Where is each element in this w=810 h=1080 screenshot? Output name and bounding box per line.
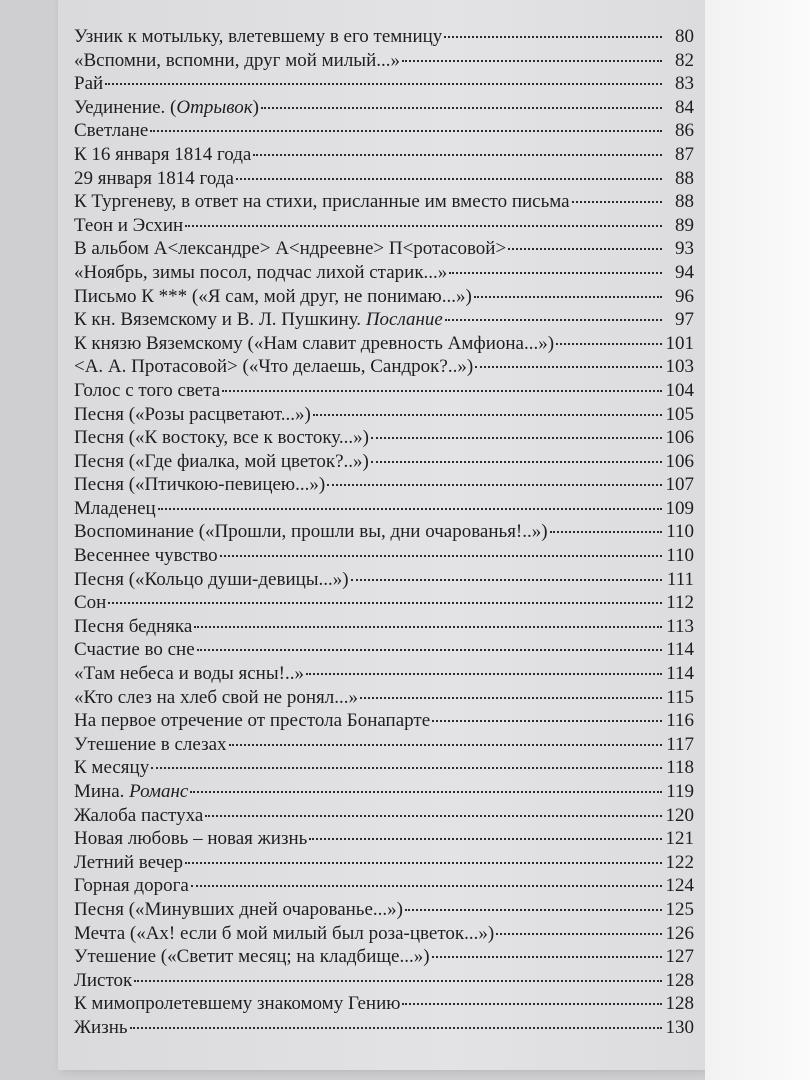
toc-entry-title-text: К кн. Вяземскому и В. Л. Пушкину. xyxy=(74,309,366,331)
toc-entry-page-number: 88 xyxy=(675,191,694,213)
toc-entry-title-text: Песня («Где фиалка, мой цветок?..») xyxy=(74,450,369,472)
toc-entry-title-text: «Ноябрь, зимы посол, подчас лихой старик...» xyxy=(74,261,448,283)
toc-entry-title xyxy=(74,96,259,120)
toc-entry-title xyxy=(74,709,430,733)
toc-entry-page-number: 125 xyxy=(665,898,694,920)
dot-leader xyxy=(105,83,662,85)
toc-entry xyxy=(74,379,694,403)
toc-entry-title xyxy=(74,945,430,969)
dot-leader xyxy=(191,885,662,887)
toc-entry-title xyxy=(74,827,307,851)
toc-entry-page-number: 94 xyxy=(675,261,694,283)
dot-leader xyxy=(130,1027,662,1029)
toc-entry-title-text: Новая любовь – новая жизнь xyxy=(74,828,308,850)
toc-entry-title xyxy=(74,190,570,214)
toc-entry xyxy=(74,568,694,592)
toc-entry-page-number: 130 xyxy=(665,1016,694,1038)
toc-entry-title xyxy=(74,261,447,285)
toc-entry xyxy=(74,969,694,993)
table-of-contents xyxy=(74,25,694,1040)
toc-entry-title xyxy=(74,544,218,568)
toc-entry xyxy=(74,403,694,427)
toc-entry-title xyxy=(74,898,403,922)
toc-entry-title xyxy=(74,332,554,356)
toc-entry-title xyxy=(74,638,195,662)
toc-entry-title xyxy=(74,308,443,332)
dot-leader xyxy=(402,1003,662,1005)
toc-entry-title xyxy=(74,72,103,96)
toc-entry-title-text: Весеннее чувство xyxy=(74,545,218,567)
toc-entry-page-number: 124 xyxy=(665,875,694,897)
toc-entry-title-text: Жизнь xyxy=(74,1016,128,1038)
toc-entry-title xyxy=(74,25,442,49)
dot-leader xyxy=(313,414,662,416)
toc-entry-title xyxy=(74,615,192,639)
dot-leader xyxy=(556,343,662,345)
toc-entry xyxy=(74,497,694,521)
toc-entry-title-text: Теон и Эсхин xyxy=(74,214,184,236)
toc-entry-title xyxy=(74,450,369,474)
toc-entry-title xyxy=(74,851,183,875)
toc-entry-title-text: Рай xyxy=(74,73,104,95)
toc-entry xyxy=(74,874,694,898)
toc-entry xyxy=(74,96,694,120)
dot-leader xyxy=(150,130,662,132)
dot-leader xyxy=(445,319,662,321)
toc-entry-title xyxy=(74,686,358,710)
toc-entry-page-number: 122 xyxy=(665,851,694,873)
toc-entry-title-text: Светлане xyxy=(74,120,149,142)
dot-leader xyxy=(158,508,662,510)
dot-leader xyxy=(572,201,662,203)
toc-entry-page-number: 128 xyxy=(665,969,694,991)
toc-entry-page-number: 117 xyxy=(666,733,694,755)
toc-entry-title-text: Младенец xyxy=(74,497,156,519)
toc-entry xyxy=(74,520,694,544)
toc-entry-page-number: 128 xyxy=(665,993,694,1015)
toc-entry xyxy=(74,450,694,474)
toc-entry-page-number: 110 xyxy=(666,545,694,567)
toc-entry xyxy=(74,662,694,686)
toc-entry-page-number: 89 xyxy=(675,214,694,236)
toc-entry xyxy=(74,992,694,1016)
toc-entry-title xyxy=(74,733,227,757)
dot-leader xyxy=(194,626,662,628)
toc-entry-title-text: «Кто слез на хлеб свой не ронял...» xyxy=(74,686,358,708)
toc-entry xyxy=(74,945,694,969)
toc-entry-title-text: Сон xyxy=(74,592,107,614)
dot-leader xyxy=(134,980,662,982)
toc-entry-title-italic: Послание xyxy=(365,309,443,331)
toc-entry-page-number: 113 xyxy=(666,615,694,637)
toc-entry-page-number: 96 xyxy=(675,285,694,307)
toc-entry-title xyxy=(74,591,106,615)
toc-entry-title xyxy=(74,804,203,828)
toc-entry-title xyxy=(74,568,349,592)
dot-leader xyxy=(371,461,662,463)
toc-entry-title xyxy=(74,520,548,544)
dot-leader xyxy=(185,862,662,864)
toc-entry-title-text: Летний вечер xyxy=(74,851,184,873)
toc-entry-title-text: Песня («К востоку, все к востоку...») xyxy=(74,427,369,449)
toc-entry-title-italic: Романс xyxy=(129,781,189,802)
dot-leader xyxy=(253,154,662,156)
toc-entry-page-number: 119 xyxy=(666,781,694,802)
dot-leader xyxy=(222,390,662,392)
dot-leader xyxy=(261,107,662,109)
dot-leader xyxy=(185,225,662,227)
toc-entry xyxy=(74,733,694,757)
dot-leader xyxy=(474,296,662,298)
toc-entry-title xyxy=(74,473,325,497)
toc-entry-title xyxy=(74,355,473,379)
toc-entry-page-number: 126 xyxy=(665,922,694,944)
toc-entry xyxy=(74,1016,694,1040)
toc-entry xyxy=(74,591,694,615)
toc-entry xyxy=(74,780,694,804)
toc-entry-title xyxy=(74,167,234,191)
toc-entry-page-number: 80 xyxy=(675,26,694,47)
toc-entry-title xyxy=(74,49,400,73)
toc-entry xyxy=(74,686,694,710)
toc-entry-page-number: 82 xyxy=(675,49,694,71)
toc-entry-title-text: Уединение. ( xyxy=(74,96,177,118)
toc-entry-title-tail: ) xyxy=(252,96,259,118)
toc-entry-page-number: 93 xyxy=(675,238,694,260)
toc-entry-title-text: Жалоба пастуха xyxy=(74,804,204,826)
toc-entry-title-text: «Там небеса и воды ясны!..» xyxy=(74,663,304,685)
toc-entry-title xyxy=(74,143,251,167)
toc-entry-title-italic: Отрывок xyxy=(176,96,253,118)
toc-entry-page-number: 106 xyxy=(665,427,694,449)
dot-leader xyxy=(351,579,662,581)
toc-entry xyxy=(74,49,694,73)
dot-leader xyxy=(190,791,662,793)
toc-entry-title-text: Письмо К *** («Я сам, мой друг, не понимаю...») xyxy=(74,285,472,307)
toc-entry xyxy=(74,261,694,285)
toc-entry-title xyxy=(74,119,148,143)
toc-entry-title xyxy=(74,426,369,450)
dot-leader xyxy=(444,36,662,38)
toc-entry xyxy=(74,237,694,261)
dot-leader xyxy=(306,673,662,675)
toc-entry xyxy=(74,332,694,356)
dot-leader xyxy=(205,815,662,817)
toc-entry-title-text: К 16 января 1814 года xyxy=(74,143,252,165)
toc-entry-title-text: К месяцу xyxy=(74,757,150,779)
toc-entry-page-number: 106 xyxy=(665,450,694,472)
toc-entry xyxy=(74,638,694,662)
toc-entry-page-number: 88 xyxy=(675,167,694,189)
toc-entry xyxy=(74,143,694,167)
toc-entry xyxy=(74,615,694,639)
toc-entry-title xyxy=(74,969,132,993)
toc-entry-title-text: Воспоминание («Прошли, прошли вы, дни очарованья!..») xyxy=(74,521,548,543)
dot-leader xyxy=(508,248,662,250)
toc-entry-title-text: В альбом А<лександре> А<ндреевне> П<ротасовой> xyxy=(74,238,507,260)
toc-entry-title xyxy=(74,780,188,804)
toc-entry-title-text: Утешение («Светит месяц; на кладбище...») xyxy=(74,946,430,968)
toc-entry-title-text: К князю Вяземскому («Нам славит древность Амфиона...») xyxy=(74,332,555,354)
toc-entry-title-text: 29 января 1814 года xyxy=(74,167,234,189)
dot-leader xyxy=(108,602,662,604)
toc-entry xyxy=(74,214,694,238)
toc-entry-title xyxy=(74,756,149,780)
toc-entry-title-text: «Вспомни, вспомни, друг мой милый...» xyxy=(74,49,400,71)
toc-entry-page-number: 107 xyxy=(665,474,694,496)
toc-entry xyxy=(74,190,694,214)
toc-entry-title xyxy=(74,237,506,261)
toc-entry-title-text: Горная дорога xyxy=(74,875,189,897)
toc-entry-title-text: На первое отречение от престола Бонапарте xyxy=(74,710,431,732)
dot-leader xyxy=(432,956,662,958)
toc-entry xyxy=(74,544,694,568)
toc-entry-page-number: 112 xyxy=(666,592,694,614)
toc-entry xyxy=(74,25,694,49)
toc-entry xyxy=(74,922,694,946)
toc-entry xyxy=(74,851,694,875)
toc-entry-page-number: 105 xyxy=(665,403,694,425)
toc-entry xyxy=(74,898,694,922)
toc-entry-page-number: 121 xyxy=(665,828,694,850)
toc-entry-title-text: <А. А. Протасовой> («Что делаешь, Сандрок?..») xyxy=(74,356,474,378)
toc-entry-title xyxy=(74,403,311,427)
dot-leader xyxy=(327,484,662,486)
dot-leader xyxy=(360,697,662,699)
dot-leader xyxy=(432,720,662,722)
toc-entry-title xyxy=(74,662,304,686)
toc-entry-title-text: Узник к мотыльку, влетевшему в его темницу xyxy=(74,26,443,47)
toc-entry-page-number: 97 xyxy=(675,309,694,331)
toc-entry-title-text: Мина. xyxy=(74,781,130,802)
toc-entry-title xyxy=(74,922,494,946)
dot-leader xyxy=(405,909,662,911)
toc-entry-page-number: 118 xyxy=(666,757,694,779)
toc-entry-page-number: 83 xyxy=(675,73,694,95)
dot-leader xyxy=(197,649,662,651)
dot-leader xyxy=(371,437,662,439)
dot-leader xyxy=(496,933,662,935)
toc-entry xyxy=(74,827,694,851)
dot-leader xyxy=(309,838,662,840)
dot-leader xyxy=(220,555,662,557)
toc-entry-title-text: Песня («Птичкою-певицею...») xyxy=(74,474,326,496)
toc-entry-title-text: К мимопролетевшему знакомому Гению xyxy=(74,993,401,1015)
toc-entry-title-text: Мечта («Ах! если б мой милый был роза-цветок...») xyxy=(74,922,495,944)
toc-entry-title-text: К Тургеневу, в ответ на стихи, присланные им вместо письма xyxy=(74,191,570,213)
toc-entry-title xyxy=(74,214,183,238)
dot-leader xyxy=(236,178,662,180)
toc-entry-title xyxy=(74,1016,128,1040)
dot-leader xyxy=(475,366,662,368)
toc-entry-title-text: Утешение в слезах xyxy=(74,733,227,755)
toc-entry-title xyxy=(74,497,156,521)
dot-leader xyxy=(449,272,662,274)
toc-entry xyxy=(74,709,694,733)
toc-entry-page-number: 109 xyxy=(665,497,694,519)
toc-entry-page-number: 115 xyxy=(666,686,694,708)
toc-entry xyxy=(74,756,694,780)
dot-leader xyxy=(550,531,662,533)
toc-entry xyxy=(74,308,694,332)
toc-entry-page-number: 111 xyxy=(666,568,694,590)
toc-entry xyxy=(74,804,694,828)
toc-entry-page-number: 127 xyxy=(665,946,694,968)
toc-entry-title-text: Песня («Кольцо души-девицы...») xyxy=(74,568,349,590)
toc-entry-title xyxy=(74,285,472,309)
toc-entry-page-number: 114 xyxy=(666,663,694,685)
toc-entry-page-number: 101 xyxy=(665,332,694,354)
toc-entry-title-text: Счастие во сне xyxy=(74,639,195,661)
toc-entry-title-text: Листок xyxy=(74,969,133,991)
toc-entry xyxy=(74,473,694,497)
toc-entry-title-text: Песня («Розы расцветают...») xyxy=(74,403,311,425)
toc-entry-page-number: 110 xyxy=(666,521,694,543)
toc-entry-title-text: Песня («Минувших дней очарованье...») xyxy=(74,898,403,920)
toc-entry-title-text: Песня бедняка xyxy=(74,615,193,637)
dot-leader xyxy=(151,767,662,769)
toc-entry xyxy=(74,285,694,309)
toc-entry-title-text: Голос с того света xyxy=(74,379,221,401)
dot-leader xyxy=(402,60,662,62)
toc-entry xyxy=(74,167,694,191)
page-margin xyxy=(705,0,810,1080)
dot-leader xyxy=(229,744,662,746)
toc-entry-page-number: 116 xyxy=(666,710,694,732)
toc-entry xyxy=(74,72,694,96)
toc-entry-title xyxy=(74,992,400,1016)
toc-entry-page-number: 87 xyxy=(675,143,694,165)
toc-entry-title xyxy=(74,874,189,898)
toc-entry-page-number: 114 xyxy=(666,639,694,661)
toc-entry xyxy=(74,119,694,143)
toc-entry-page-number: 86 xyxy=(675,120,694,142)
toc-entry xyxy=(74,426,694,450)
toc-entry-title xyxy=(74,379,220,403)
toc-entry-page-number: 103 xyxy=(665,356,694,378)
toc-entry-page-number: 120 xyxy=(665,804,694,826)
toc-entry-page-number: 84 xyxy=(675,96,694,118)
toc-entry xyxy=(74,355,694,379)
toc-entry-page-number: 104 xyxy=(665,379,694,401)
